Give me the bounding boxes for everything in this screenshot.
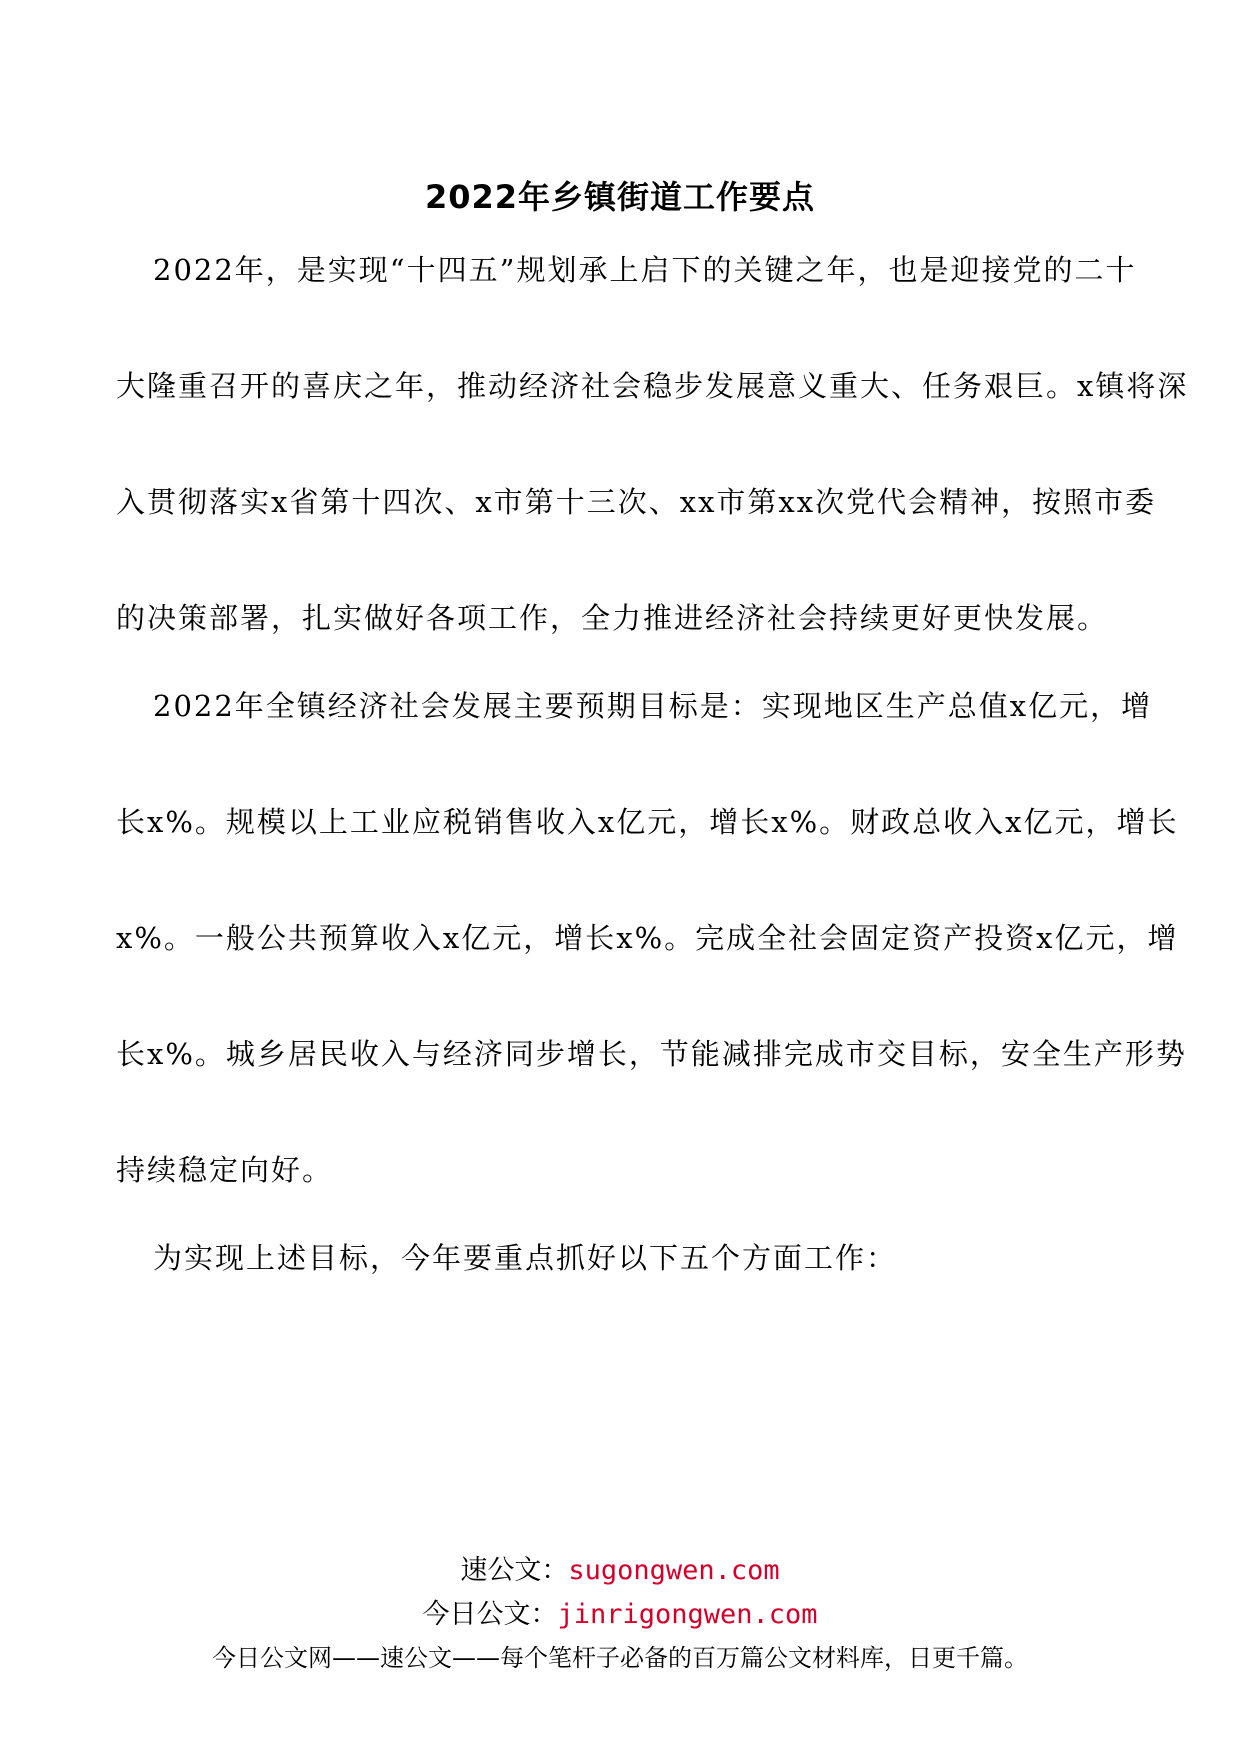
paragraph-line: 大隆重召开的喜庆之年，推动经济社会稳步发展意义重大、任务艰巨。x镇将深 <box>116 369 1189 403</box>
paragraph-line: 的决策部署，扎实做好各项工作，全力推进经济社会持续更好更快发展。 <box>116 601 1109 635</box>
footer-label-jinrigongwen: 今日公文： <box>422 1599 558 1630</box>
footer-line-sugongwen <box>0 1548 1240 1587</box>
paragraph-line: 为实现上述目标，今年要重点抓好以下五个方面工作： <box>153 1241 898 1275</box>
paragraph-line: x%。一般公共预算收入x亿元，增长x%。完成全社会固定资产投资x亿元，增 <box>116 921 1179 955</box>
paragraph-line: 2022年，是实现“十四五”规划承上启下的关键之年，也是迎接党的二十 <box>153 253 1137 287</box>
paragraph-line: 长x%。规模以上工业应税销售收入x亿元，增长x%。财政总收入x亿元，增长 <box>116 805 1179 839</box>
jinrigongwen-link[interactable]: jinrigongwen.com <box>557 1599 818 1630</box>
footer-slogan: 今日公文网——速公文——每个笔杆子必备的百万篇公文材料库，日更千篇。 <box>212 1644 1028 1672</box>
paragraph-line: 2022年全镇经济社会发展主要预期目标是：实现地区生产总值x亿元，增 <box>153 689 1153 723</box>
paragraph-line: 长x%。城乡居民收入与经济同步增长，节能减排完成市交目标，安全生产形势 <box>116 1037 1187 1071</box>
footer-line-jinrigongwen <box>0 1592 1240 1631</box>
document-title: 2022年乡镇街道工作要点 <box>424 178 816 216</box>
paragraph-line: 持续稳定向好。 <box>116 1153 334 1187</box>
footer-label-sugongwen: 速公文： <box>460 1555 569 1586</box>
sugongwen-link[interactable]: sugongwen.com <box>568 1555 780 1586</box>
paragraph-line: 入贯彻落实x省第十四次、x市第十三次、xx市第xx次党代会精神，按照市委 <box>116 485 1157 519</box>
